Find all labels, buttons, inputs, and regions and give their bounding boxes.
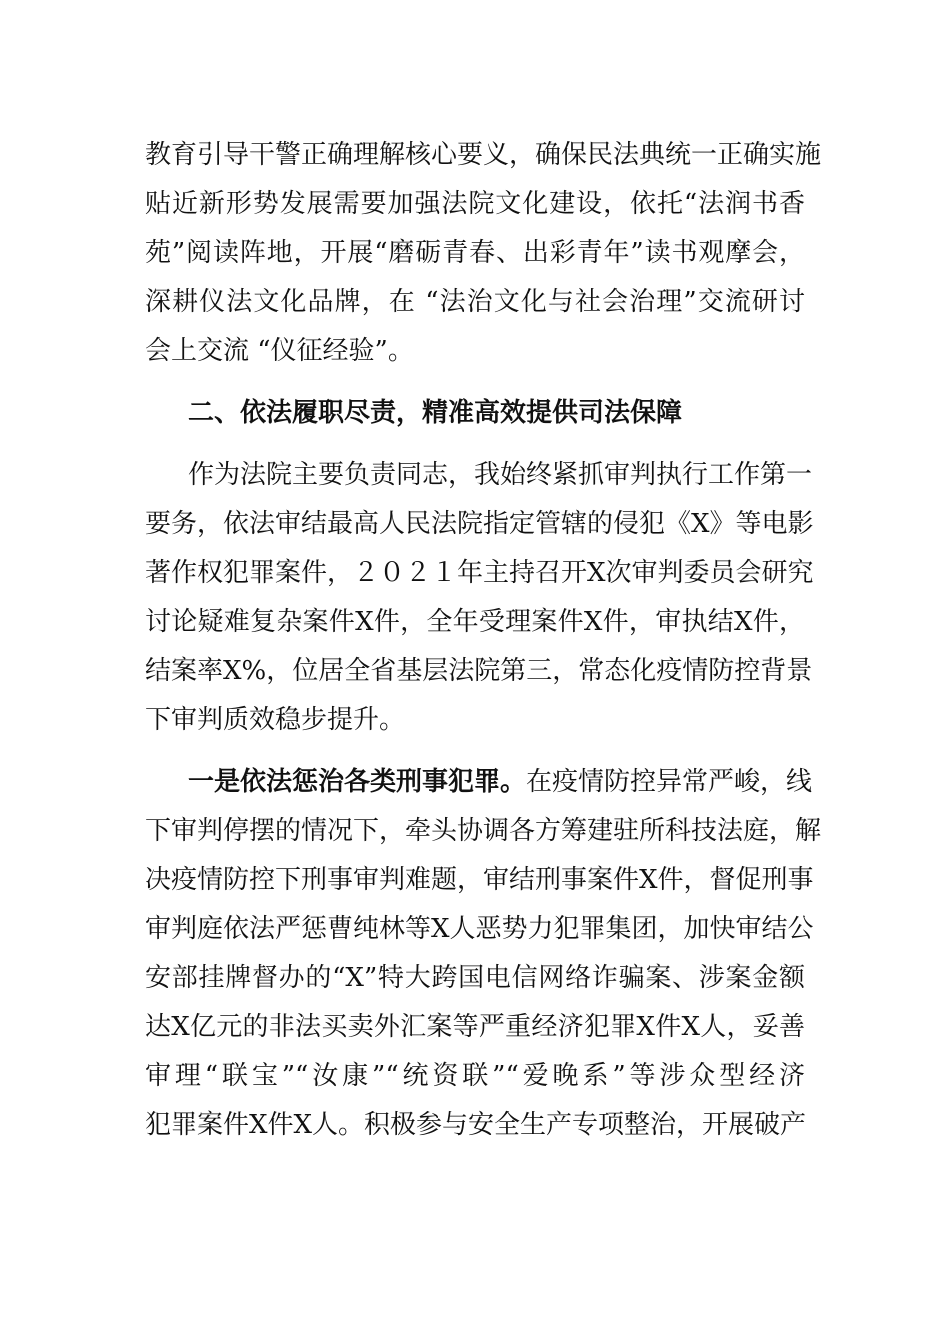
section-heading-2: 二、依法履职尽责，精准高效提供司法保障	[188, 398, 683, 428]
para2-line-6: 下审判质效稳步提升。	[145, 705, 406, 735]
para3-line-4: 审判庭依法严惩曹纯林等X人恶势力犯罪集团，加快审结公	[145, 914, 814, 944]
para3-line-8: 犯罪案件X件X人。积极参与安全生产专项整治，开展破产	[145, 1110, 807, 1140]
para3-line-7: 审理“联宝”“汝康”“统资联”“爱晚系”等涉众型经济	[145, 1061, 805, 1091]
para3-line-5: 安部挂牌督办的“X”特大跨国电信网络诈骗案、涉案金额	[145, 963, 805, 993]
para3-line-3: 决疫情防控下刑事审判难题，审结刑事案件X件，督促刑事	[145, 865, 814, 895]
para2-line-2: 要务，依法审结最高人民法院指定管辖的侵犯《X》等电影	[145, 509, 814, 539]
para2-line-5: 结案率X%，位居全省基层法院第三，常态化疫情防控背景	[145, 656, 813, 686]
para1-line-3: 苑”阅读阵地，开展“磨砺青春、出彩青年”读书观摩会，	[145, 238, 805, 268]
para3-line-1-rest: 在疫情防控异常严峻，线	[526, 767, 813, 797]
para3-line-6: 达X亿元的非法买卖外汇案等严重经济犯罪X件X人，妥善	[145, 1012, 805, 1042]
para2-line-4: 讨论疑难复杂案件X件，全年受理案件X件，审执结X件，	[145, 607, 805, 637]
para2-line-3: 著作权犯罪案件，２０２１年主持召开X次审判委员会研究	[145, 558, 814, 588]
para3-line-1	[188, 758, 813, 806]
para2-line-1: 作为法院主要负责同志，我始终紧抓审判执行工作第一	[188, 460, 813, 490]
para3-line-2: 下审判停摆的情况下，牵头协调各方筹建驻所科技法庭，解	[145, 816, 822, 846]
para1-line-5: 会上交流 “仪征经验”。	[145, 336, 414, 366]
para1-line-4: 深耕仪法文化品牌，在 “法治文化与社会治理”交流研讨	[145, 287, 805, 317]
para3-lead: 一是依法惩治各类刑事犯罪。	[188, 767, 527, 797]
para1-line-1: 教育引导干警正确理解核心要义，确保民法典统一正确实施	[145, 140, 822, 170]
para1-line-2: 贴近新形势发展需要加强法院文化建设，依托“法润书香	[145, 189, 805, 219]
